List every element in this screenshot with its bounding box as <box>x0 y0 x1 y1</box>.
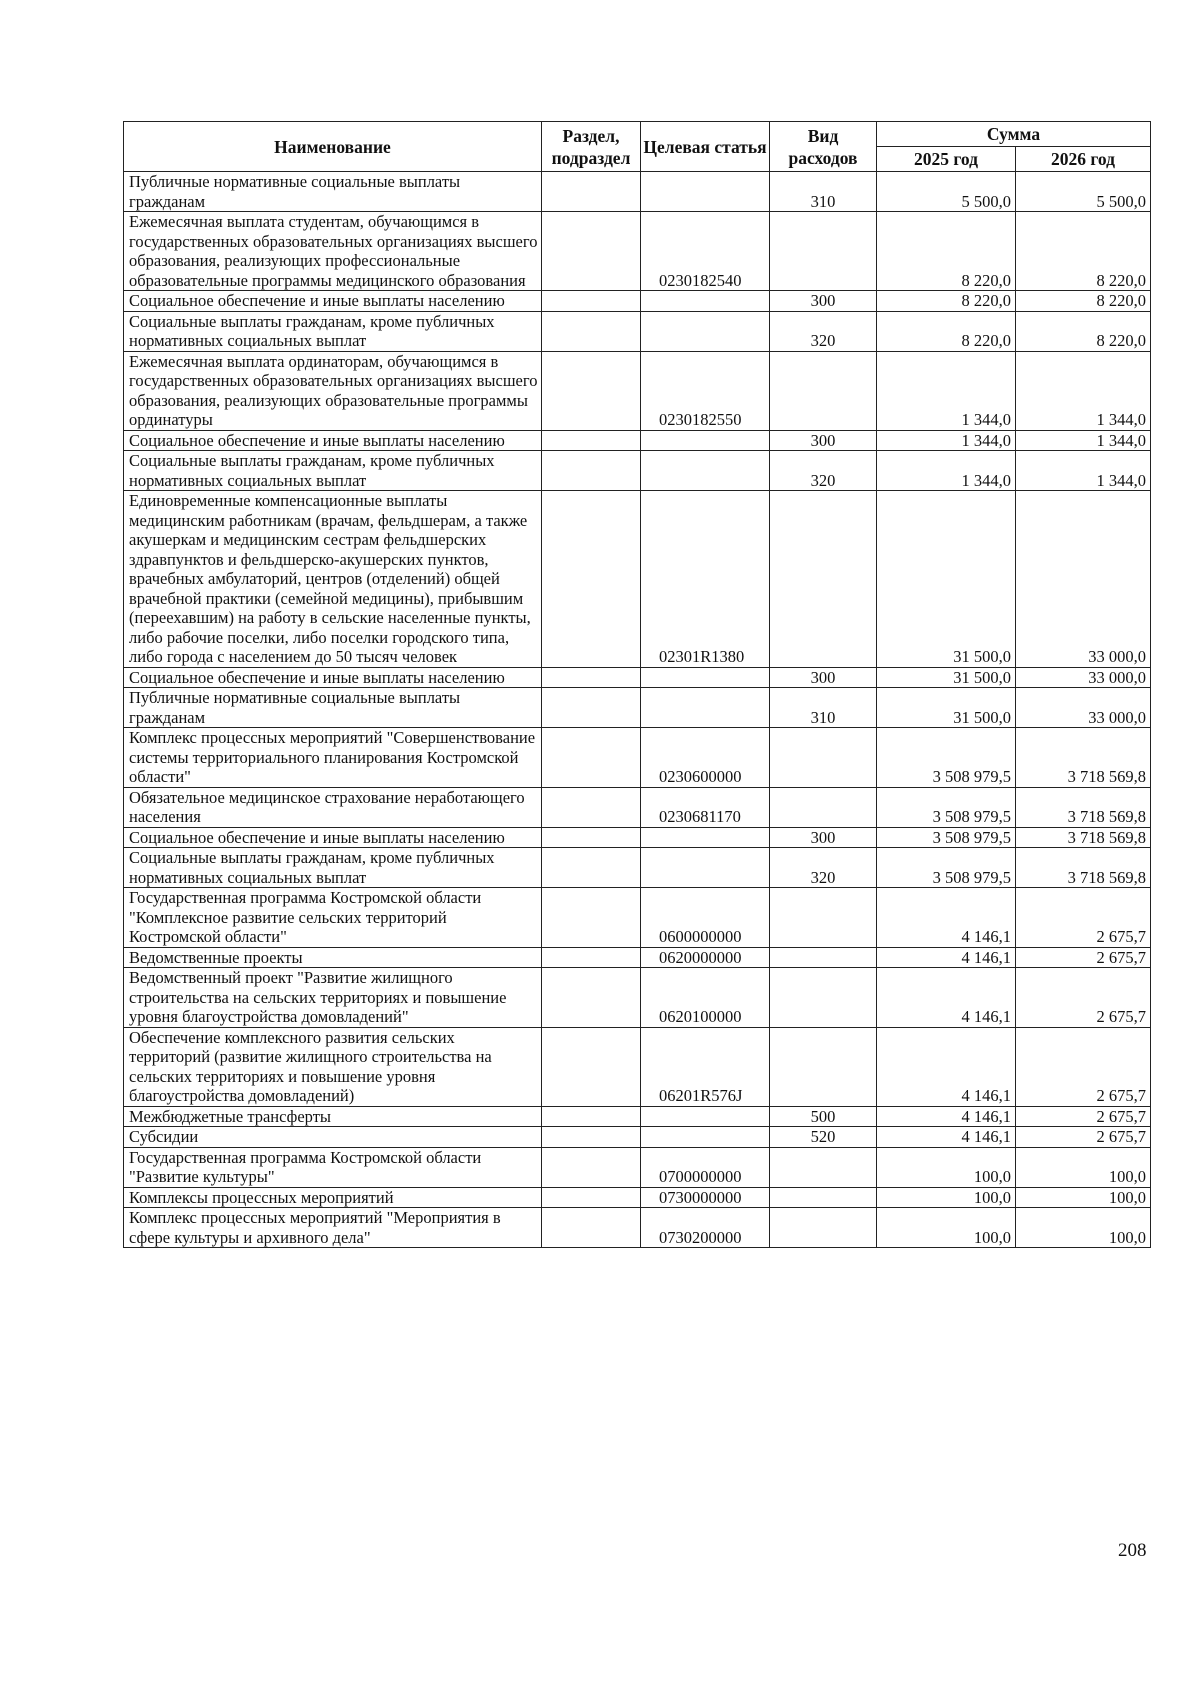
cell-target <box>641 311 770 351</box>
table-row <box>124 291 1151 312</box>
cell-target: 0730000000 <box>641 1187 770 1208</box>
table-row <box>124 1127 1151 1148</box>
cell-type <box>770 212 877 291</box>
cell-type: 300 <box>770 291 877 312</box>
cell-2025: 31 500,0 <box>877 667 1016 688</box>
cell-type: 520 <box>770 1127 877 1148</box>
table-row <box>124 688 1151 728</box>
cell-name: Обязательное медицинское страхование неработающего населения <box>124 787 542 827</box>
cell-section <box>542 1208 641 1248</box>
cell-2026: 1 344,0 <box>1016 430 1151 451</box>
cell-section <box>542 848 641 888</box>
cell-section <box>542 888 641 948</box>
cell-type <box>770 728 877 788</box>
cell-2026: 100,0 <box>1016 1147 1151 1187</box>
table-row <box>124 311 1151 351</box>
cell-target <box>641 1127 770 1148</box>
cell-2025: 4 146,1 <box>877 888 1016 948</box>
cell-target: 02301R1380 <box>641 491 770 668</box>
cell-2026: 3 718 569,8 <box>1016 848 1151 888</box>
cell-target: 0230681170 <box>641 787 770 827</box>
cell-section <box>542 212 641 291</box>
cell-target <box>641 172 770 212</box>
cell-section <box>542 291 641 312</box>
cell-type: 310 <box>770 172 877 212</box>
cell-name: Ведомственные проекты <box>124 947 542 968</box>
header-sum: Сумма <box>877 122 1151 147</box>
cell-2026: 3 718 569,8 <box>1016 827 1151 848</box>
cell-section <box>542 968 641 1028</box>
table-row <box>124 172 1151 212</box>
table-row <box>124 848 1151 888</box>
cell-name: Государственная программа Костромской области "Комплексное развитие сельских территорий Костромской области" <box>124 888 542 948</box>
cell-section <box>542 787 641 827</box>
cell-2026: 33 000,0 <box>1016 667 1151 688</box>
table-row <box>124 787 1151 827</box>
cell-name: Социальное обеспечение и иные выплаты населению <box>124 827 542 848</box>
cell-section <box>542 1106 641 1127</box>
cell-2025: 8 220,0 <box>877 291 1016 312</box>
cell-section <box>542 1147 641 1187</box>
cell-section <box>542 827 641 848</box>
table-row <box>124 947 1151 968</box>
cell-name: Обеспечение комплексного развития сельских территорий (развитие жилищного строительства на сельских территориях и повышение уровня благоустройства домовладений) <box>124 1027 542 1106</box>
cell-2026: 2 675,7 <box>1016 1027 1151 1106</box>
cell-2026: 100,0 <box>1016 1187 1151 1208</box>
cell-section <box>542 451 641 491</box>
cell-section <box>542 172 641 212</box>
cell-2026: 1 344,0 <box>1016 451 1151 491</box>
cell-section <box>542 688 641 728</box>
table-row <box>124 1147 1151 1187</box>
cell-target: 0600000000 <box>641 888 770 948</box>
table-row <box>124 888 1151 948</box>
cell-2025: 4 146,1 <box>877 947 1016 968</box>
cell-section <box>542 947 641 968</box>
cell-target: 0620100000 <box>641 968 770 1028</box>
cell-type <box>770 1147 877 1187</box>
table-row <box>124 1027 1151 1106</box>
cell-section <box>542 430 641 451</box>
cell-target <box>641 827 770 848</box>
cell-2025: 1 344,0 <box>877 351 1016 430</box>
header-name: Наименование <box>124 122 542 172</box>
cell-2025: 4 146,1 <box>877 1027 1016 1106</box>
cell-target <box>641 291 770 312</box>
cell-target: 06201R576J <box>641 1027 770 1106</box>
cell-type <box>770 947 877 968</box>
cell-2025: 4 146,1 <box>877 1106 1016 1127</box>
header-2026: 2026 год <box>1016 147 1151 172</box>
cell-section <box>542 311 641 351</box>
table-body <box>124 172 1151 1248</box>
cell-2026: 1 344,0 <box>1016 351 1151 430</box>
cell-name: Комплекс процессных мероприятий "Мероприятия в сфере культуры и архивного дела" <box>124 1208 542 1248</box>
header-2025: 2025 год <box>877 147 1016 172</box>
cell-type: 300 <box>770 430 877 451</box>
cell-2026: 2 675,7 <box>1016 968 1151 1028</box>
cell-section <box>542 1027 641 1106</box>
cell-type: 300 <box>770 667 877 688</box>
cell-2026: 100,0 <box>1016 1208 1151 1248</box>
cell-2025: 8 220,0 <box>877 311 1016 351</box>
cell-2026: 2 675,7 <box>1016 888 1151 948</box>
table-row <box>124 430 1151 451</box>
cell-target: 0730200000 <box>641 1208 770 1248</box>
header-section: Раздел, подраздел <box>542 122 641 172</box>
cell-section <box>542 1187 641 1208</box>
cell-type: 500 <box>770 1106 877 1127</box>
cell-name: Публичные нормативные социальные выплаты гражданам <box>124 172 542 212</box>
cell-2025: 100,0 <box>877 1208 1016 1248</box>
cell-2025: 5 500,0 <box>877 172 1016 212</box>
cell-name: Ежемесячная выплата студентам, обучающимся в государственных образовательных организациях высшего образования, реализующих профессиональные образовательные программы медицинского образования <box>124 212 542 291</box>
cell-section <box>542 351 641 430</box>
cell-target: 0620000000 <box>641 947 770 968</box>
cell-type: 310 <box>770 688 877 728</box>
cell-2025: 3 508 979,5 <box>877 728 1016 788</box>
cell-name: Социальные выплаты гражданам, кроме публичных нормативных социальных выплат <box>124 848 542 888</box>
table-row <box>124 1208 1151 1248</box>
cell-2026: 8 220,0 <box>1016 291 1151 312</box>
cell-2026: 33 000,0 <box>1016 688 1151 728</box>
cell-name: Ведомственный проект "Развитие жилищного строительства на сельских территориях и повышение уровня благоустройства домовладений" <box>124 968 542 1028</box>
table-row <box>124 728 1151 788</box>
cell-2026: 3 718 569,8 <box>1016 787 1151 827</box>
cell-2025: 100,0 <box>877 1187 1016 1208</box>
cell-name: Комплекс процессных мероприятий "Совершенствование системы территориального планирования Костромской области" <box>124 728 542 788</box>
cell-target <box>641 848 770 888</box>
table-row <box>124 667 1151 688</box>
cell-type <box>770 1208 877 1248</box>
cell-name: Социальное обеспечение и иные выплаты населению <box>124 430 542 451</box>
cell-name: Комплексы процессных мероприятий <box>124 1187 542 1208</box>
table-header <box>124 122 1151 172</box>
table-row <box>124 1187 1151 1208</box>
cell-type <box>770 968 877 1028</box>
cell-type: 320 <box>770 848 877 888</box>
cell-2025: 4 146,1 <box>877 968 1016 1028</box>
cell-2025: 31 500,0 <box>877 491 1016 668</box>
cell-section <box>542 728 641 788</box>
cell-2025: 3 508 979,5 <box>877 848 1016 888</box>
cell-type: 320 <box>770 451 877 491</box>
cell-2025: 1 344,0 <box>877 451 1016 491</box>
cell-2025: 3 508 979,5 <box>877 827 1016 848</box>
table-row <box>124 212 1151 291</box>
cell-2026: 2 675,7 <box>1016 947 1151 968</box>
cell-name: Социальное обеспечение и иные выплаты населению <box>124 291 542 312</box>
cell-section <box>542 667 641 688</box>
cell-name: Социальные выплаты гражданам, кроме публичных нормативных социальных выплат <box>124 451 542 491</box>
cell-2025: 1 344,0 <box>877 430 1016 451</box>
cell-target <box>641 430 770 451</box>
cell-name: Публичные нормативные социальные выплаты гражданам <box>124 688 542 728</box>
cell-target: 0230600000 <box>641 728 770 788</box>
cell-section <box>542 1127 641 1148</box>
cell-type <box>770 888 877 948</box>
table-row <box>124 827 1151 848</box>
page-number: 208 <box>1118 1540 1147 1561</box>
cell-type <box>770 1187 877 1208</box>
cell-2025: 100,0 <box>877 1147 1016 1187</box>
cell-type <box>770 1027 877 1106</box>
cell-2026: 33 000,0 <box>1016 491 1151 668</box>
cell-name: Субсидии <box>124 1127 542 1148</box>
table-row <box>124 491 1151 668</box>
cell-2026: 8 220,0 <box>1016 212 1151 291</box>
cell-target <box>641 667 770 688</box>
cell-2025: 4 146,1 <box>877 1127 1016 1148</box>
cell-name: Ежемесячная выплата ординаторам, обучающимся в государственных образовательных организациях высшего образования, реализующих образовательные программы ординатуры <box>124 351 542 430</box>
cell-target: 0230182550 <box>641 351 770 430</box>
cell-name: Государственная программа Костромской области "Развитие культуры" <box>124 1147 542 1187</box>
cell-name: Единовременные компенсационные выплаты медицинским работникам (врачам, фельдшерам, а также акушеркам и медицинским сестрам фельдшерских здравпунктов и фельдшерско-акушерских пунктов, врачебных амбулаторий, центров (отделений) общей врачебной практики (семейной медицины), прибывшим (переехавшим) на работу в сельские населенные пункты, либо рабочие поселки, либо поселки городского типа, либо города с населением до 50 тысяч человек <box>124 491 542 668</box>
cell-target: 0230182540 <box>641 212 770 291</box>
cell-2025: 31 500,0 <box>877 688 1016 728</box>
table-row <box>124 451 1151 491</box>
cell-type: 300 <box>770 827 877 848</box>
cell-type: 320 <box>770 311 877 351</box>
cell-target <box>641 451 770 491</box>
cell-target <box>641 1106 770 1127</box>
cell-target: 0700000000 <box>641 1147 770 1187</box>
cell-2025: 3 508 979,5 <box>877 787 1016 827</box>
cell-type <box>770 351 877 430</box>
cell-section <box>542 491 641 668</box>
header-type: Вид расходов <box>770 122 877 172</box>
table-row <box>124 968 1151 1028</box>
cell-2025: 8 220,0 <box>877 212 1016 291</box>
table-row <box>124 1106 1151 1127</box>
cell-2026: 2 675,7 <box>1016 1106 1151 1127</box>
cell-2026: 8 220,0 <box>1016 311 1151 351</box>
header-target: Целевая статья <box>641 122 770 172</box>
cell-name: Социальное обеспечение и иные выплаты населению <box>124 667 542 688</box>
cell-name: Социальные выплаты гражданам, кроме публичных нормативных социальных выплат <box>124 311 542 351</box>
table-row <box>124 351 1151 430</box>
cell-2026: 2 675,7 <box>1016 1127 1151 1148</box>
cell-target <box>641 688 770 728</box>
cell-2026: 5 500,0 <box>1016 172 1151 212</box>
budget-table <box>123 121 1151 1248</box>
cell-type <box>770 787 877 827</box>
cell-2026: 3 718 569,8 <box>1016 728 1151 788</box>
cell-name: Межбюджетные трансферты <box>124 1106 542 1127</box>
cell-type <box>770 491 877 668</box>
